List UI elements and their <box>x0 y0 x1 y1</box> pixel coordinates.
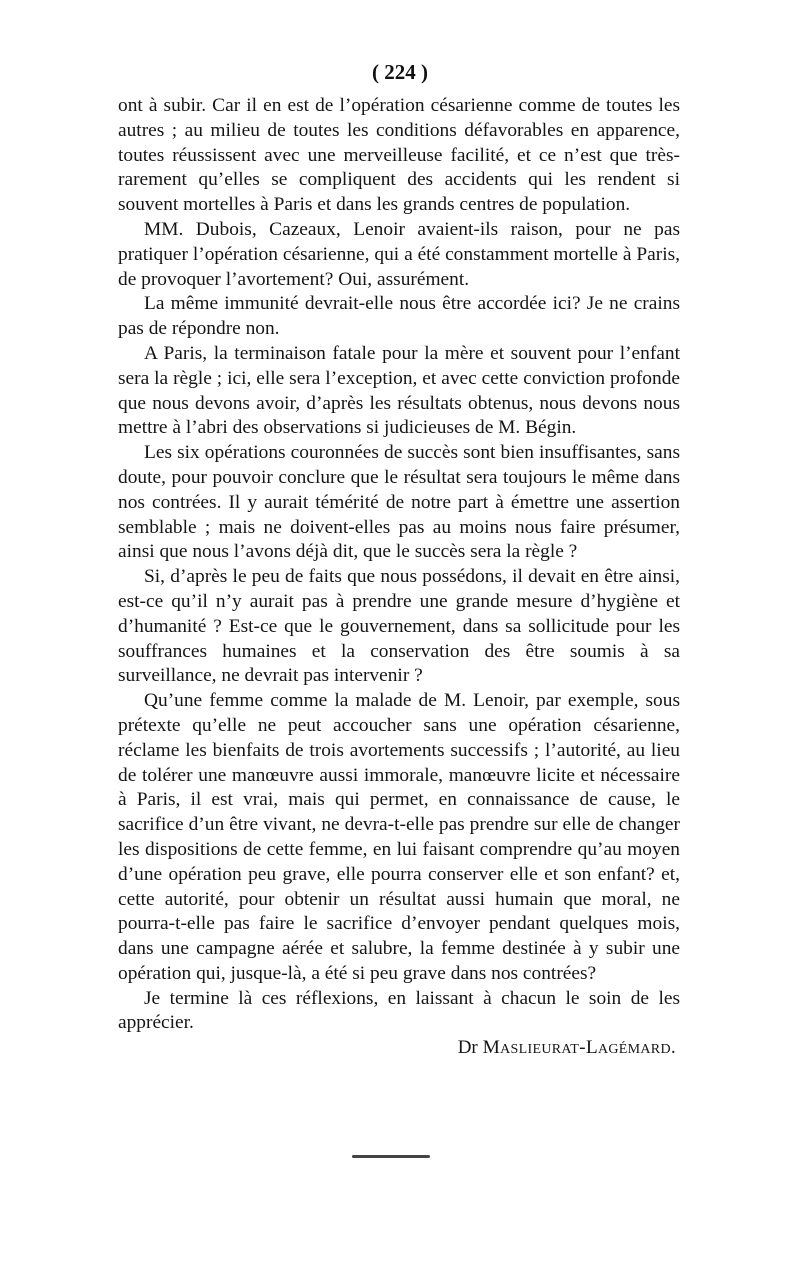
page-number: ( 224 ) <box>372 60 428 84</box>
signature-name: Maslieurat-Lagémard. <box>482 1037 676 1059</box>
paragraph-4: A Paris, la terminaison fatale pour la mère et souvent pour l’enfant sera la règle ; ici, elle sera l’exception, et avec cette conviction profonde que nous devons avoir, d’après les résultats obtenus, nous devons nous mettre à l’abri des observations si judicieuses de M. Bégin. <box>118 342 680 439</box>
signature-prefix: Dr <box>457 1037 478 1059</box>
paragraph-2: MM. Dubois, Cazeaux, Lenoir avaient-ils raison, pour ne pas pratiquer l’opération césarienne, qui a été constamment mortelle à Paris, de provoquer l’avortement? Oui, assurément. <box>118 218 680 290</box>
paragraph-3: La même immunité devrait-elle nous être accordée ici? Je ne crains pas de répondre non. <box>118 293 680 340</box>
paragraph-5: Les six opérations couronnées de succès sont bien insuffisantes, sans doute, pour pouvoir conclure que le résultat sera toujours le même dans nos contrées. Il y aurait témérité de notre part à émettre une assertion semblable ; mais ne doivent-elles pas au moins nous faire présumer, ainsi que nous l’avons déjà dit, que le succès sera la règle ? <box>118 442 680 563</box>
paragraph-8: Je termine là ces réflexions, en laissant à chacun le soin de les apprécier. <box>118 987 680 1034</box>
paragraph-6: Si, d’après le peu de faits que nous possédons, il devait en être ainsi, est-ce qu’il n’y aurait pas à prendre une grande mesure d’hygiène et d’humanité ? Est-ce que le gouvernement, dans sa sollicitude pour les souffrances humaines et la conservation des être soumis à sa surveillance, ne devrait pas intervenir ? <box>118 566 680 687</box>
closing-rule <box>352 1155 430 1158</box>
body-text <box>118 94 680 1061</box>
paragraph-7: Qu’une femme comme la malade de M. Lenoir, par exemple, sous prétexte qu’elle ne peut accoucher sans une opération césarienne, réclame les bienfaits de trois avortements successifs ; l’autorité, au lieu de tolérer une manœuvre aussi immorale, manœuvre licite et nécessaire à Paris, il est vrai, mais qui permet, en connaissance de cause, le sacrifice d’un être vivant, ne devra-t-elle pas prendre sur elle de changer les dispositions de cette femme, en lui faisant comprendre qu’au moyen d’une opération peu grave, elle pourra conserver elle et son enfant? et, cette autorité, pour obtenir un résultat aussi humain que moral, ne pourra-t-elle pas faire le sacrifice d’envoyer pendant quelques mois, dans une campagne aérée et salubre, la femme destinée à y subir une opération qui, jusque-là, a été si peu grave dans nos contrées? <box>118 690 680 984</box>
author-signature <box>118 1036 680 1061</box>
paragraph-1: ont à subir. Car il en est de l’opération césarienne comme de toutes les autres ; au milieu de toutes les conditions défavorables en apparence, toutes réussissent avec une merveilleuse facilité, et ce n’est que très-rarement qu’elles se compliquent des accidents qui les rendent si souvent mortelles à Paris et dans les grands centres de population. <box>118 95 680 216</box>
